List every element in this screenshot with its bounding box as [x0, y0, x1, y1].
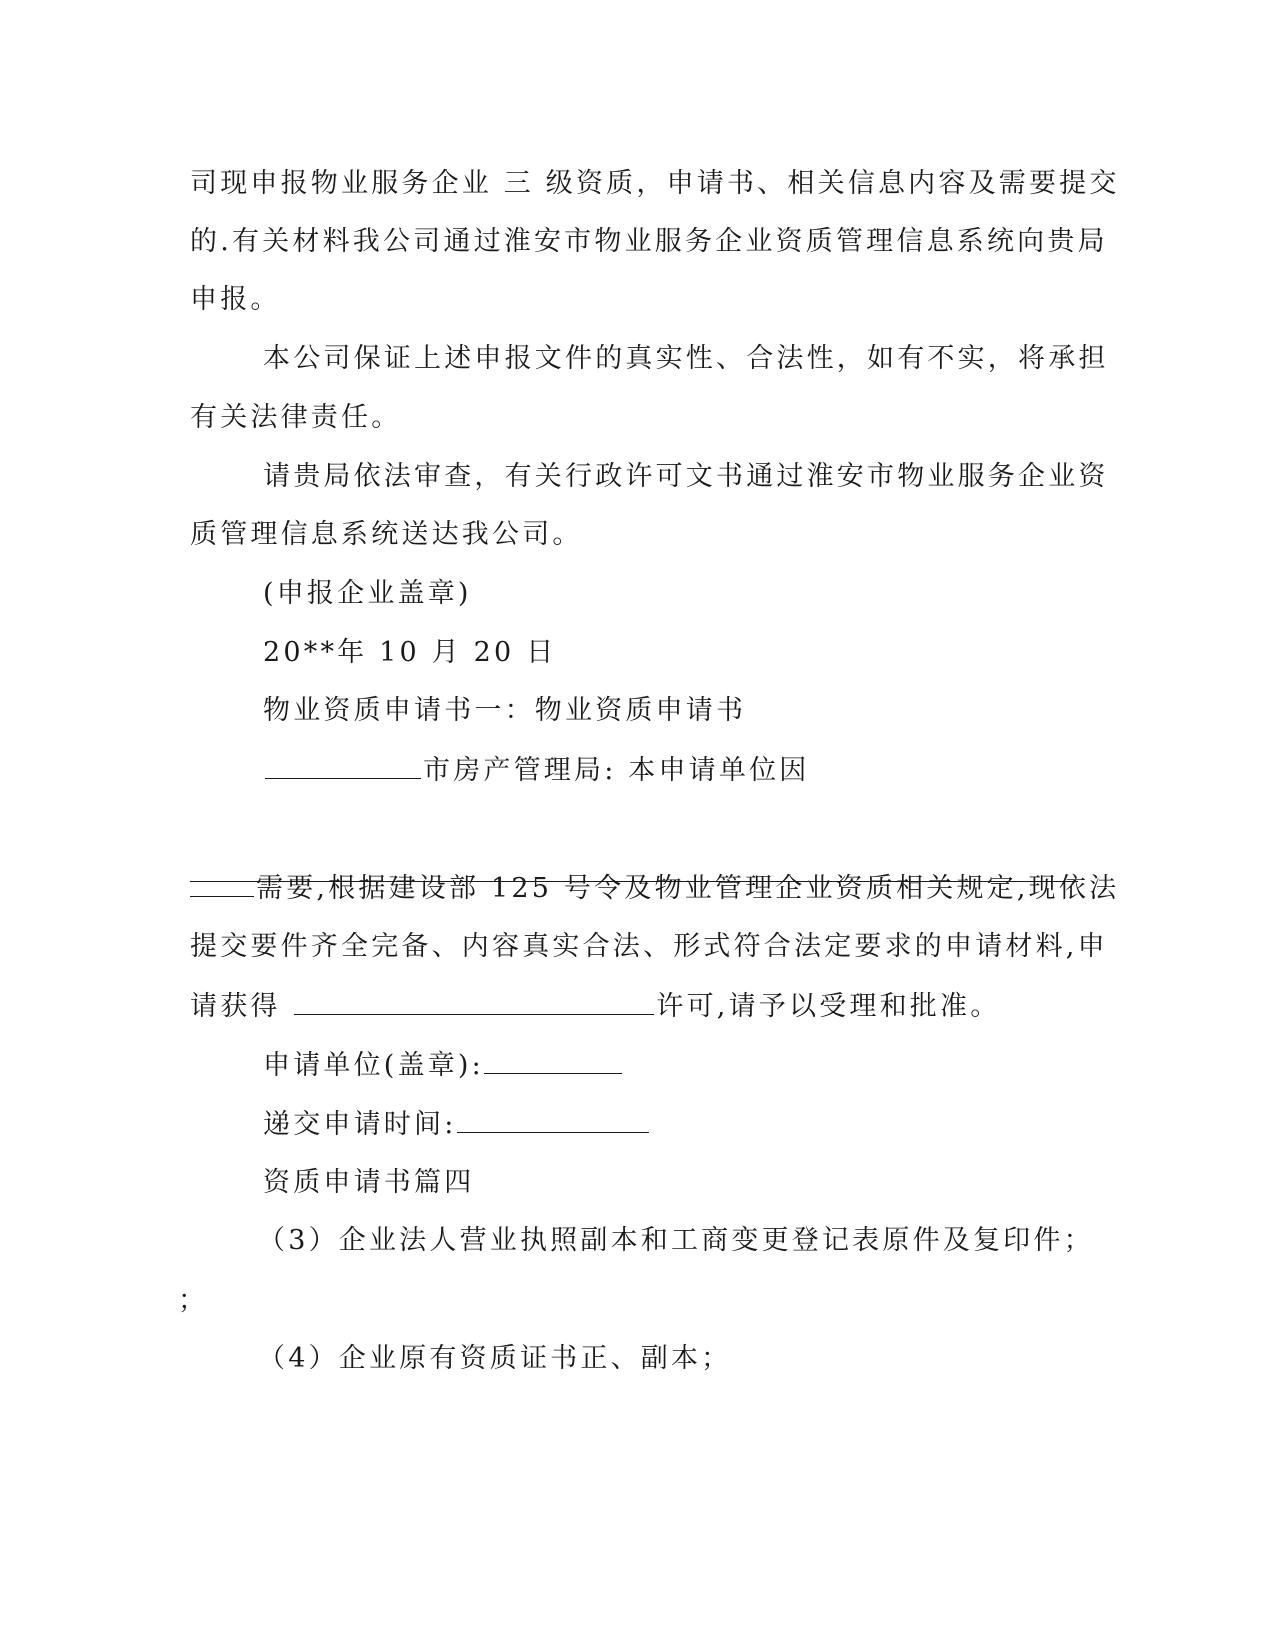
stray-semicolon: ；: [178, 1285, 209, 1316]
seal-note: (申报企业盖章): [263, 578, 472, 609]
bureau-line: [263, 752, 1153, 789]
submit-time-blank: [457, 1106, 649, 1133]
applicant-blank: [484, 1047, 622, 1074]
need-text: 需要,根据建设部 125 号令及物业管理企业资质相关规定,现依法: [256, 873, 1120, 904]
document-date: 20**年 10 月 20 日: [263, 637, 557, 668]
submit-time-label: 递交申请时间:: [263, 1109, 457, 1140]
paragraph-1-line-1: 司现申报物业服务企业 三 级资质，申请书、相关信息内容及需要提交: [190, 168, 1120, 199]
need-line: [190, 870, 1120, 907]
paragraph-3-line-2: 质管理信息系统送达我公司。: [190, 519, 583, 550]
section-title: 物业资质申请书一：物业资质申请书: [263, 695, 747, 726]
paragraph-1-line-3: 申报。: [190, 284, 281, 315]
paragraph-3-line-1: 请贵局依法审查，有关行政许可文书通过淮安市物业服务企业资: [263, 461, 1109, 492]
submit-line: 提交要件齐全完备、内容真实合法、形式符合法定要求的申请材料,申: [190, 931, 1108, 962]
obtain-prefix: 请获得: [190, 991, 281, 1022]
chapter-four-title: 资质申请书篇四: [263, 1167, 475, 1198]
obtain-suffix: 许可,请予以受理和批准。: [656, 991, 1001, 1022]
submit-time-line: [263, 1106, 1153, 1143]
paragraph-2-line-1: 本公司保证上述申报文件的真实性、合法性，如有不实，将承担: [263, 343, 1109, 374]
bureau-text: 市房产管理局: 本申请单位因: [423, 755, 810, 786]
applicant-line: [263, 1047, 1153, 1084]
item-4: （4）企业原有资质证书正、副本；: [258, 1343, 732, 1374]
obtain-line: [190, 988, 1080, 1025]
obtain-blank: [294, 988, 654, 1015]
paragraph-1-line-2: 的.有关材料我公司通过淮安市物业服务企业资质管理信息系统向贵局: [190, 226, 1108, 257]
need-blank: [190, 870, 254, 897]
applicant-label: 申请单位(盖章):: [263, 1050, 484, 1081]
paragraph-2-line-2: 有关法律责任。: [190, 402, 402, 433]
bureau-blank: [265, 752, 421, 779]
item-3: （3）企业法人营业执照副本和工商变更登记表原件及复印件；: [258, 1225, 1094, 1256]
